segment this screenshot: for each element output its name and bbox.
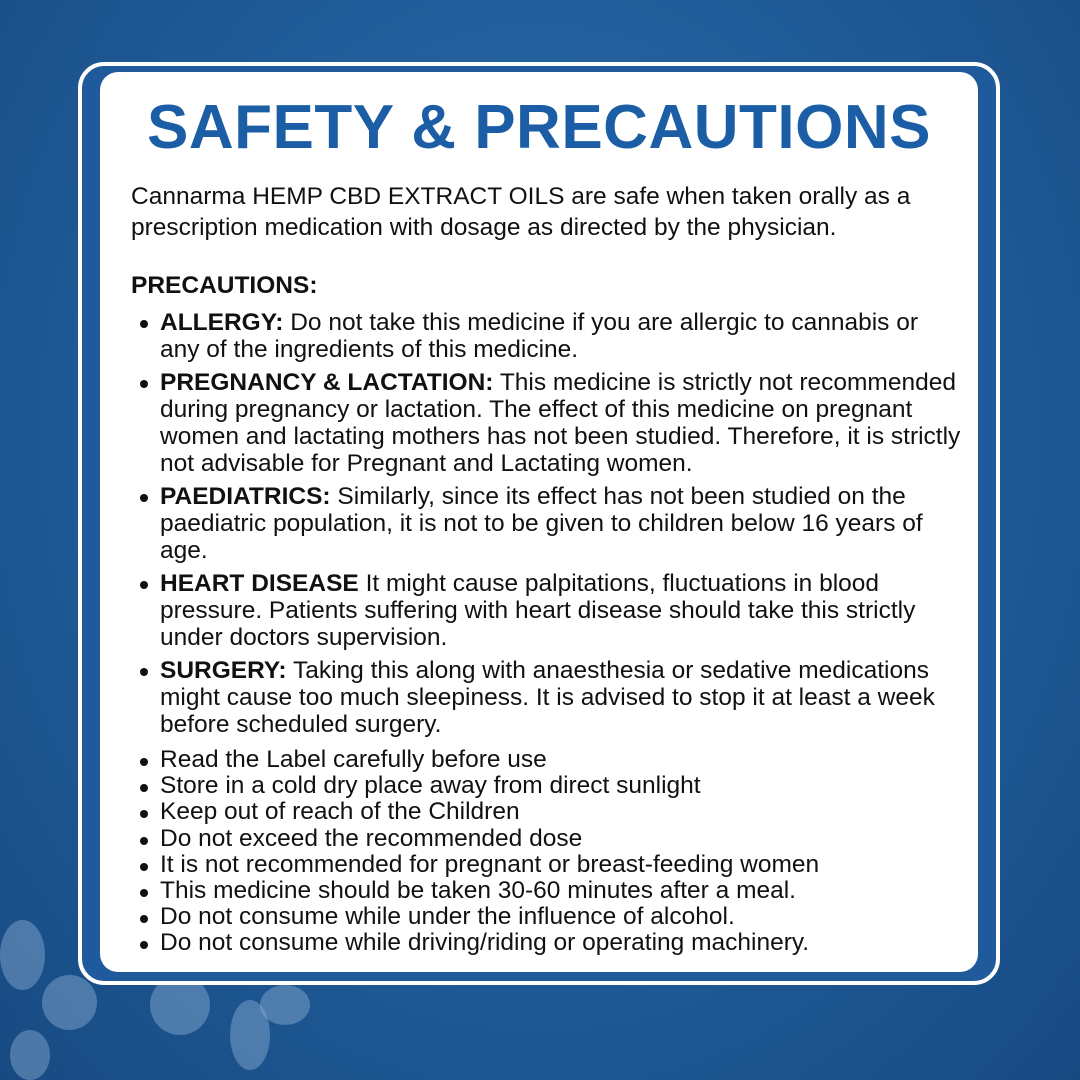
notes-list xyxy=(131,747,961,957)
item-label: PAEDIATRICS: xyxy=(160,483,331,510)
list-item: Do not consume while under the influence of alcohol. xyxy=(131,904,961,930)
list-item xyxy=(131,570,961,651)
item-label: SURGERY: xyxy=(160,657,287,684)
list-item: Store in a cold dry place away from direct sunlight xyxy=(131,773,961,799)
intro-text: Cannarma HEMP CBD EXTRACT OILS are safe when taken orally as a prescription medication with dosage as directed by the physician. xyxy=(131,183,911,241)
item-text: This medicine is strictly not recommended during pregnancy or lactation. The effect of this medicine on pregnant women and lactating mothers has not been studied. Therefore, it is strictly not advisable for Pregnant and Lactating women. xyxy=(160,369,961,477)
item-label: PREGNANCY & LACTATION: xyxy=(160,369,494,396)
list-item: Do not exceed the recommended dose xyxy=(131,826,961,852)
item-text: Do not take this medicine if you are allergic to cannabis or any of the ingredients of this medicine. xyxy=(160,309,919,363)
list-item xyxy=(131,483,961,564)
list-item: This medicine should be taken 30-60 minutes after a meal. xyxy=(131,878,961,904)
list-item xyxy=(131,309,961,363)
precautions-heading: PRECAUTIONS: xyxy=(131,272,318,299)
list-item: It is not recommended for pregnant or breast-feeding women xyxy=(131,852,961,878)
page-title: SAFETY & PRECAUTIONS xyxy=(147,93,931,162)
item-label: ALLERGY: xyxy=(160,309,284,336)
list-item xyxy=(131,369,961,477)
list-item: Keep out of reach of the Children xyxy=(131,799,961,825)
item-label: HEART DISEASE xyxy=(160,570,359,597)
precautions-list xyxy=(131,309,961,744)
item-text: Similarly, since its effect has not been studied on the paediatric population, it is not to be given to children below 16 years of age. xyxy=(160,483,923,564)
list-item xyxy=(131,657,961,738)
item-text: It might cause palpitations, fluctuations in blood pressure. Patients suffering with heart disease should take this strictly under doctors supervision. xyxy=(160,570,916,651)
item-text: Taking this along with anaesthesia or sedative medications might cause too much sleepiness. It is advised to stop it at least a week before scheduled surgery. xyxy=(160,657,935,738)
list-item: Do not consume while driving/riding or operating machinery. xyxy=(131,930,961,956)
list-item: Read the Label carefully before use xyxy=(131,747,961,773)
